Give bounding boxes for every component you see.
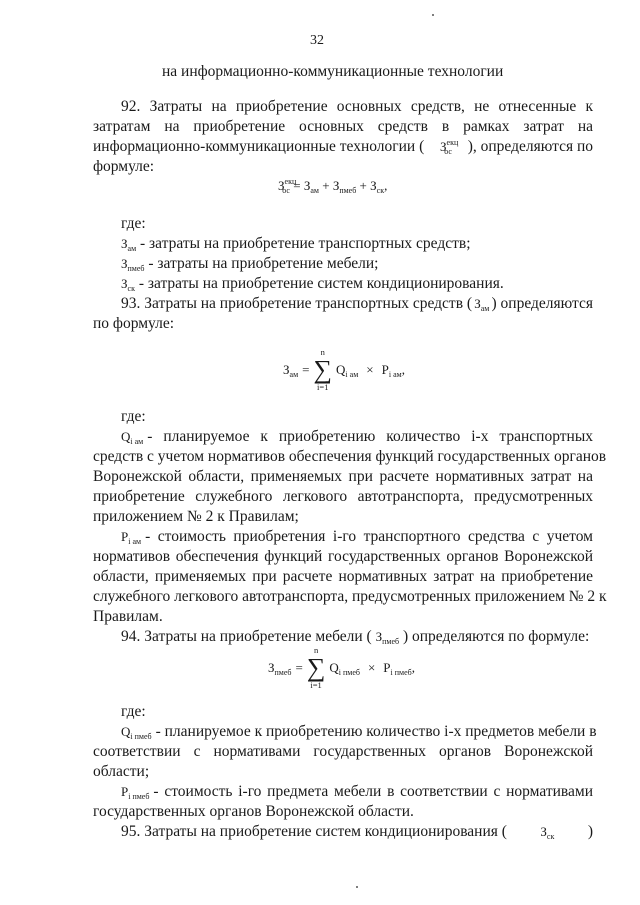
def-93-q-line5: приложением № 2 к Правилам; [93,508,299,525]
def-93-q-line3: Воронежской области, применяемых при расчете нормативных затрат на [93,468,593,485]
def-93-p-line1: $P_{i ам}$ - стоимость приобретения i-го транспортного средства с учетом [121,528,593,546]
p92-line3 [93,137,593,156]
def-92-1: $З_{ам}$ - затраты на приобретение транспортных средств; [121,235,471,253]
p92-line3-a: информационно-коммуникационные технологии ( [93,138,425,155]
def-93-p-line5: Правилам. [93,608,163,625]
def-94-p-line1: $P_{i пмеб}$ - стоимость i-го предмета мебели в соответствии с нормативами [121,783,593,801]
def-93-q-line2: средств с учетом нормативов обеспечения функций государственных органов [93,448,607,465]
scan-speck [432,14,434,16]
def-92-2: $З_{пмеб}$ - затраты на приобретение мебели; [121,255,379,273]
p92-line1: 92. Затраты на приобретение основных средств, не отнесенные к [121,98,593,115]
formula-94: $З_{пмеб}$ = n ∑ i=1 $Q_{i пмеб}$ × $P_{i пмеб}$, [268,645,415,690]
formula-93: $З_{ам}$ = n ∑ i=1 $Q_{i ам}$ × $P_{i ам}$, [283,347,405,392]
where-label-2: где: [121,408,146,425]
p92-line3-b: ), определяются по [467,138,593,155]
p94-line1: 94. Затраты на приобретение мебели ( $З_{пмеб}$ ) определяются по формуле: [121,628,590,646]
p95-line1: 95. Затраты на приобретение систем кондиционирования ( $З_{ск}$ ) [121,823,593,841]
def-94-p-line2: государственных органов Воронежской области. [93,803,414,820]
def-94-q-line2: соответствии с нормативами государственных органов Воронежской [93,743,593,760]
p93-line2: по формуле: [93,315,175,332]
def-93-p-line4: служебного легкового автотранспорта, предусмотренных приложением № 2 к [93,588,607,605]
where-label-1: где: [121,215,146,232]
def-93-p-line2: нормативов обеспечения функций государственных органов Воронежской [93,548,593,565]
p92-line4: формуле: [93,158,155,175]
def-94-q-line3: области; [93,763,150,780]
formula-92: $З^{екц}_{ос} = З_{ам} + З_{пмеб} + З_{ск}$, [278,177,388,195]
p92-line2: затратам на приобретение основных средств в рамках затрат на [93,118,593,135]
page-number: 32 [310,33,324,48]
def-93-q-line4: приобретение служебного легкового автотранспорта, предусмотренных [93,488,593,505]
def-92-3: $З_{ск}$ - затраты на приобретение систем кондиционирования. [121,275,504,293]
p92-inline-symbol: $З^{екц}_{ос}$ [440,138,459,156]
where-label-3: где: [121,703,146,720]
def-94-q-line1: $Q_{i пмеб}$ - планируемое к приобретению количество i-х предметов мебели в [121,723,597,741]
def-93-q-line1: $Q_{i ам}$ - планируемое к приобретению количество i-х транспортных [121,428,593,446]
p93-line1: 93. Затраты на приобретение транспортных средств ( $З_{ам}$ ) определяются [121,295,593,313]
scan-speck [356,886,358,888]
def-93-p-line3: области, применяемых при расчете нормативных затрат на приобретение [93,568,593,585]
section-heading-continuation: на информационно-коммуникационные технологии [162,63,504,80]
